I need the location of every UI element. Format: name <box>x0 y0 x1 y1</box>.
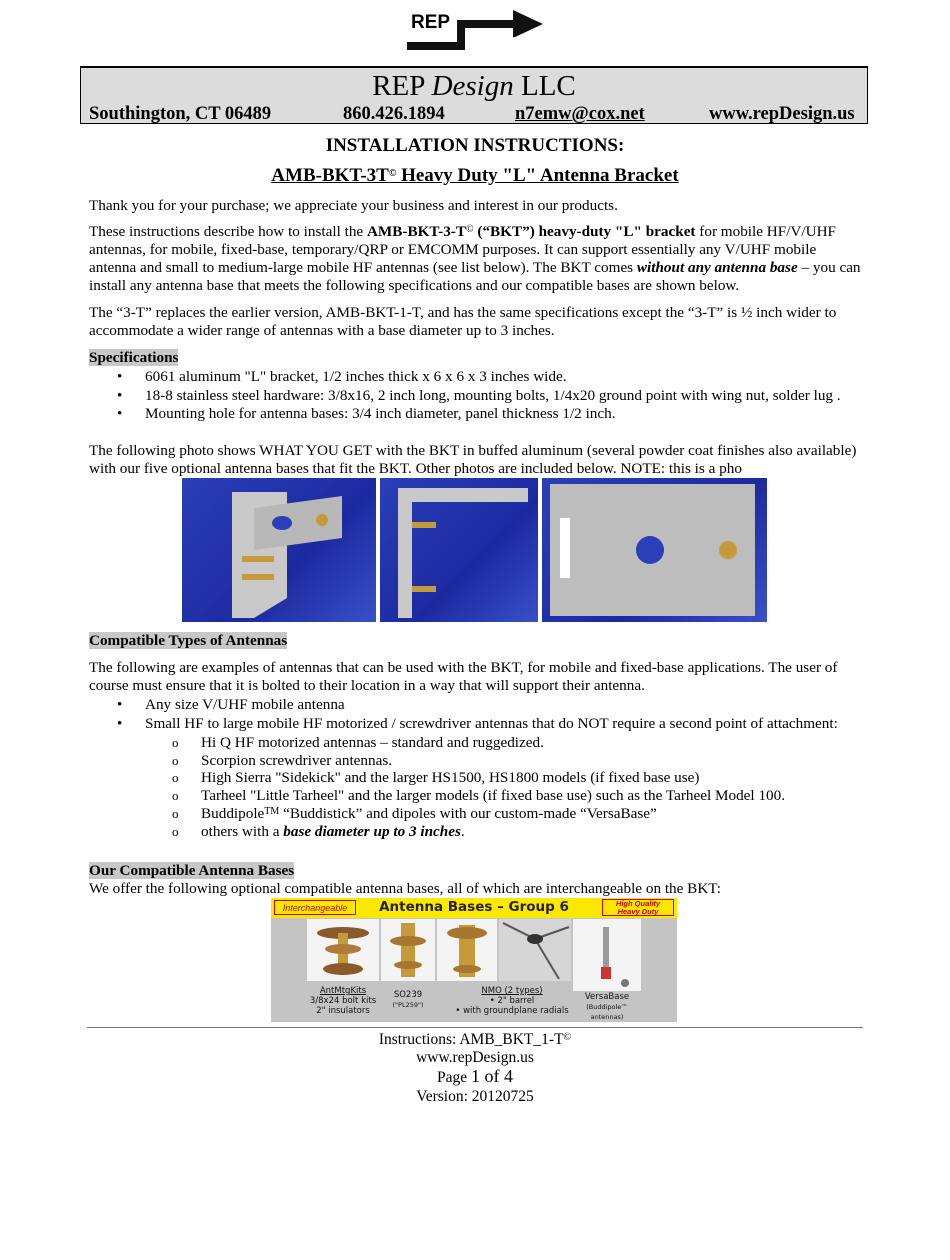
trademark-mark: TM <box>264 806 280 817</box>
antmtgkit-photo <box>307 919 379 981</box>
circle-bullet-icon: o <box>172 770 179 785</box>
spec-item-text: 18-8 stainless steel hardware: 3/8x16, 2 inch long, mounting bolts, 1/4x20 ground point with wing nut, solder lug . <box>145 387 841 404</box>
nmo-title: NMO (2 types) <box>481 986 543 996</box>
company-website: www.repDesign.us <box>709 104 855 124</box>
bullet-icon: • <box>117 387 123 404</box>
so239-line2: ("PL259") <box>392 1001 424 1009</box>
bullet-icon: • <box>117 405 123 422</box>
logo-design-text: Design <box>472 31 529 50</box>
intro-paragraph <box>89 223 864 295</box>
intro-product-name: (“BKT”) heavy-duty "L" bracket <box>473 223 696 240</box>
specs-heading-text: Specifications <box>89 349 179 366</box>
quality-tag-line2: Heavy Duty <box>617 907 659 916</box>
bases-heading <box>89 862 294 880</box>
circle-bullet-icon: o <box>172 735 179 750</box>
antenna-sub-item-text: Hi Q HF motorized antennas – standard and ruggedized. <box>201 734 544 751</box>
copyright-mark: © <box>388 168 397 179</box>
antmtgkit-line2: 3/8x24 bolt kits <box>309 996 377 1006</box>
company-name-design: Design <box>431 70 514 102</box>
others-text-a: others with a <box>201 823 284 840</box>
antennas-heading <box>89 632 287 650</box>
bases-banner <box>271 898 677 918</box>
circle-bullet-icon: o <box>172 753 179 768</box>
company-name-llc: LLC <box>521 70 576 102</box>
company-address: Southington, CT 06489 <box>89 104 272 124</box>
company-name <box>81 70 867 102</box>
page-of: of <box>480 1066 504 1086</box>
buddipole-desc: “Buddistick” and dipoles with our custom-made “VersaBase” <box>279 805 657 822</box>
bracket-photo-top <box>542 478 767 622</box>
intro-copyright: © <box>465 224 474 235</box>
versabase-title: VersaBase <box>584 992 630 1002</box>
versabase-line2: (Buddipole™ <box>586 1003 628 1011</box>
page-current: 1 <box>471 1066 480 1086</box>
page-label: Page <box>436 1069 471 1086</box>
so239-photo <box>381 919 435 981</box>
page-total: 4 <box>504 1066 513 1086</box>
bullet-icon: • <box>117 696 123 713</box>
spec-item-text: Mounting hole for antenna bases: 3/4 inch diameter, panel thickness 1/2 inch. <box>145 405 616 422</box>
intro-text-b: for mobile HF/V/UHF antennas, for mobile, fixed-base, temporary/QRP or EMCOMM purposes. It can support essentially any V/UHF mobile antenna and small to medium-large mobile HF antennas (see list below). The BKT comes <box>89 223 836 276</box>
antenna-sub-item-text: High Sierra "Sidekick" and the larger HS1500, HS1800 models (if fixed base use) <box>201 769 700 786</box>
footer-divider <box>87 1027 863 1028</box>
product-title-code: AMB-BKT-3T <box>271 165 389 186</box>
antenna-sub-item-text: Tarheel "Little Tarheel" and the larger models (if fixed base use) such as the Tarheel Model 100. <box>201 787 786 804</box>
specs-heading <box>89 349 178 367</box>
nmo-line2: • 2" barrel <box>489 996 535 1006</box>
bases-heading-text: Our Compatible Antenna Bases <box>89 862 295 879</box>
circle-bullet-icon: o <box>172 788 179 803</box>
bracket-photo-angle <box>182 478 376 622</box>
company-header <box>80 66 868 124</box>
antenna-item-text: Any size V/UHF mobile antenna <box>145 696 345 713</box>
bases-banner-title: Antenna Bases – Group 6 <box>379 899 569 915</box>
versabase-line3: antennas) <box>590 1013 624 1021</box>
footer-instructions <box>0 1030 950 1049</box>
buddipole-name: Buddipole <box>201 805 265 822</box>
circle-bullet-icon: o <box>172 806 179 821</box>
footer-instructions-text: Instructions: AMB_BKT_1-T <box>378 1031 564 1048</box>
rep-design-logo <box>405 4 550 54</box>
company-email-link[interactable]: n7emw@cox.net <box>515 104 645 124</box>
antmtgkit-line3: 2" insulators <box>316 1006 370 1016</box>
antmtgkit-title: AntMtgKits <box>319 986 367 996</box>
so239-label <box>381 990 435 1010</box>
thanks-paragraph: Thank you for your purchase; we appreciate your business and interest in our products. <box>89 197 618 214</box>
intro-product-code: AMB-BKT-3-T <box>366 223 466 240</box>
bases-intro: We offer the following optional compatible antenna bases, all of which are interchangeable on the BKT: <box>89 880 722 897</box>
bracket-photo-side <box>380 478 538 622</box>
antenna-bases-graphic <box>271 898 677 1022</box>
company-name-rep: REP <box>372 70 425 102</box>
doc-title: INSTALLATION INSTRUCTIONS: <box>325 135 625 156</box>
logo-rep-text: REP <box>411 12 451 33</box>
company-phone: 860.426.1894 <box>343 104 445 124</box>
interchangeable-tag: Interchangeable <box>274 900 356 915</box>
spec-item-text: 6061 aluminum "L" bracket, 1/2 inches thick x 6 x 6 x 3 inches wide. <box>145 368 567 385</box>
so239-title: SO239 <box>393 990 423 1000</box>
product-title <box>0 164 950 188</box>
nmo-radials-photo <box>499 919 571 981</box>
antenna-sub-item-text: Scorpion screwdriver antennas. <box>201 752 393 769</box>
quality-tag-line1: High Quality <box>615 899 661 908</box>
bullet-icon: • <box>117 368 123 385</box>
others-text-b: . <box>460 823 465 840</box>
footer-copyright: © <box>563 1032 572 1043</box>
intro-text-a: These instructions describe how to install the <box>89 223 367 240</box>
versabase-label <box>569 992 645 1022</box>
footer-website: www.repDesign.us <box>416 1049 534 1066</box>
antennas-heading-text: Compatible Types of Antennas <box>89 632 288 649</box>
intro-no-base-emphasis: without any antenna base <box>636 259 798 276</box>
circle-bullet-icon: o <box>172 824 179 839</box>
bullet-icon: • <box>117 715 123 732</box>
nmo-label <box>437 986 587 1016</box>
replacement-paragraph: The “3-T” replaces the earlier version, AMB-BKT-1-T, and has the same specifications except the “3-T” is ½ inch wider to accommodate a wider range of antennas with a base diameter up to 3 inches. <box>89 304 837 339</box>
antenna-item-text: Small HF to large mobile HF motorized / screwdriver antennas that do NOT require a second point of attachment: <box>145 715 838 732</box>
footer-version: Version: 20120725 <box>416 1088 534 1105</box>
footer-page-number <box>0 1067 950 1087</box>
antmtgkit-label <box>307 986 379 1016</box>
nmo-barrel-photo <box>437 919 497 981</box>
nmo-line3: • with groundplane radials <box>455 1006 569 1016</box>
product-title-desc: Heavy Duty "L" Antenna Bracket <box>396 165 679 186</box>
photo-paragraph: The following photo shows WHAT YOU GET with the BKT in buffed aluminum (several powder coat finishes also available) with our five optional antenna bases that fit the BKT. Other photos are included below. NOTE: this is a pho <box>89 442 857 477</box>
quality-tag <box>602 899 674 916</box>
antennas-intro: The following are examples of antennas that can be used with the BKT, for mobile and fixed-base applications. The user of course must ensure that it is bolted to their location in a way that will support their antenna. <box>89 659 838 694</box>
others-emphasis: base diameter up to 3 inches <box>283 823 461 840</box>
versabase-photo <box>573 919 641 991</box>
intro-text-c: – you can install any antenna base that meets the following specifications and our compatible bases are shown below. <box>89 259 861 294</box>
